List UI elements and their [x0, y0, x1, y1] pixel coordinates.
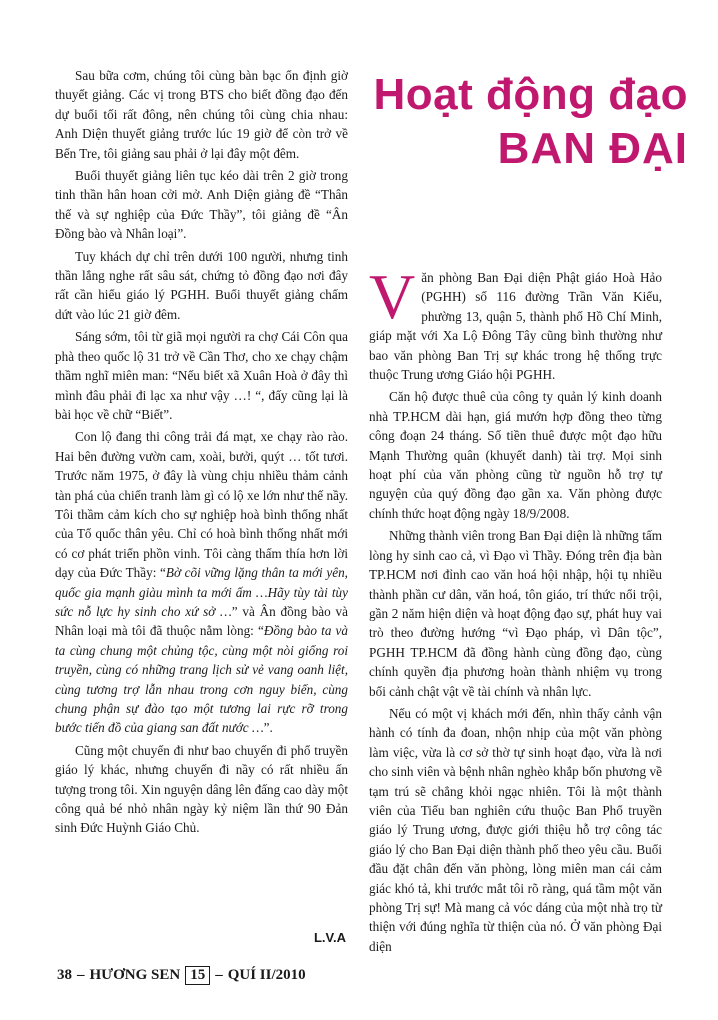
magazine-name: HƯƠNG SEN [89, 967, 181, 983]
text-run: ” và Ân đồng bào và Nhân loại mà tôi đã thuộc nằm lòng: “ [55, 603, 348, 639]
paragraph: Cũng một chuyến đi như bao chuyến đi phổ truyền giáo lý khác, nhưng chuyến đi nầy có rất nhiều ấn tượng trong tôi. Xin nguyện dâng lên đấng cao dày một công quả bé nhỏ nhân ngày kỷ niệm lần thứ 90 Đản sinh Đức Huỳnh Giáo Chủ. [55, 742, 348, 836]
text-run: Con lộ đang thi công trải đá mạt, xe chạy rào rào. Hai bên đường vườn cam, xoài, bưởi, quýt … tốt tươi. Trước năm 1975, ở đây là vùng chịu nhiều thảm cảnh tàn phá của chiến tranh làm gì có lộ xe lớn như thế nầy. Tôi thầm cảm kích cho sự nghiệp hoà bình thống nhất của Tổ quốc thân yêu. Chỉ có hoà bình thống nhất mới có cơ phát triển phồn vinh. Tôi càng thấm thía hơn lời dạy của Đức Thầy: “ [55, 429, 348, 581]
separator: – [215, 967, 223, 983]
separator: – [77, 967, 85, 983]
quarter-label: QUÍ II/2010 [227, 967, 306, 983]
paragraph: Những thành viên trong Ban Đại diện là những tấm lòng hy sinh cao cả, vì Đạo vì Thầy. Đóng trên địa bàn TP.HCM nơi đỉnh cao văn hoá hội nhập, hội tụ nhiều thành phần cư dân, văn hoá, tôn giáo, trí thức nổi trội, gần 2 năm hiện diện và hoạt động đạo sự, phát huy vai trò theo đường hướng “vì Đạo pháp, vì Dân tộc”, PGHH TP.HCM đã đồng hành cùng đồng đạo, cùng chính quyền địa phương hoàn thành nhiệm vụ trong bối cảnh chật vật về tài chính và nhân lực. [369, 528, 662, 699]
paragraph [55, 427, 348, 738]
paragraph [369, 261, 662, 384]
paragraph: Tuy khách dự chỉ trên dưới 100 người, nhưng tinh thần lắng nghe rất sâu sát, chứng tỏ đồng đạo nơi đây rất cần hiểu giáo lý PGHH. Buổi thuyết giảng chấm dứt vào lúc 21 giờ đêm. [55, 248, 348, 322]
paragraph: Sau bữa cơm, chúng tôi cùng bàn bạc ổn định giờ thuyết giảng. Các vị trong BTS cho biết đồng đạo đến dự buổi tối rất đông, nên chúng tôi cùng chia nhau: Anh Diện thuyết giảng trước lúc 19 giờ để còn trở về Bến Tre, tôi giảng sau phải ở lại đây một đêm. [55, 68, 348, 161]
quote: Đồng bào ta và ta cùng chung một chủng tộc, cùng một nòi giống roi truyền, cùng có những trang lịch sử vẻ vang oanh liệt, cùng tương trợ lẫn nhau trong cơn nguy biến, cùng chung phận sự đào tạo một tương lai rực rỡ trong bước tiến đồ của giang san đất nước … [55, 623, 348, 736]
page-number: 38 [57, 967, 72, 983]
text-run: ăn phòng Ban Đại diện Phật giáo Hoà Hảo (PGHH) số 116 đường Trần Văn Kiểu, phường 13, quận 5, thành phố Hồ Chí Minh, giáp mặt với Xa Lộ Đông Tây cũng bình thường như bao văn phòng Ban Trị sự khác trong hệ thống trực thuộc Trung ương Giáo hội PGHH. [369, 270, 662, 383]
paragraph: Buổi thuyết giảng liên tục kéo dài trên 2 giờ trong tinh thần hân hoan cởi mở. Anh Diện giảng đề “Thân thế và sự nghiệp của Đức Thầy”, tôi giảng đề “Ân Đồng bào và Nhân loại”. [55, 168, 348, 242]
paragraph: Căn hộ được thuê của công ty quản lý kinh doanh nhà TP.HCM dài hạn, giá mướn hợp đồng theo từng công đoạn 24 tháng. Số tiền thuê được một đạo hữu Mạnh Thường quân (khuyết danh) tài trợ. Mọi sinh hoạt phí của văn phòng cũng từ nguồn hỗ trợ tự nguyện của quý đồng đạo gần xa. Văn phòng được chính thức hoạt động ngày 18/9/2008. [369, 389, 662, 521]
title-line-2: BAN ĐẠI [497, 124, 688, 173]
paragraph: Nếu có một vị khách mới đến, nhìn thấy cảnh vận hành có tính đa đoan, nhộn nhịp của một văn phòng làm việc, vừa là cơ sở thờ tự sinh hoạt đạo, vừa là nơi cho sinh viên và bệnh nhân nghèo khắp bốn phương về tạm trú sẽ chẳng khỏi ngạc nhiên. Tôi là một thành viên của Tiểu ban nghiên cứu thuộc Ban Phổ truyền giáo lý Trung ương, được giới thiệu hỗ trợ công tác giáo lý cho Ban Đại diện thành phố theo yêu cầu. Buổi đầu đặt chân đến văn phòng, lòng miên man cái cảm giác khó tả, khi trước mắt tôi rõ ràng, quá tầm một văn phòng Trị sự! Mà mang cả vóc dáng của một nhà trọ từ thiện với đúng nghĩa từ thiện của nó. Ở văn phòng Đại diện [369, 705, 662, 954]
page-footer [57, 966, 306, 985]
article-title [374, 68, 688, 176]
quote: Bờ cõi vững lặng thân ta mới yên, quốc gia mạnh giàu mình ta mới ấm …Hãy tùy tài tùy sức nỗ lực hy sinh cho xứ sở … [55, 565, 348, 619]
title-line-1: Hoạt động đạo [373, 70, 688, 119]
issue-number: 15 [185, 966, 210, 985]
author-signature: L.V.A [313, 930, 346, 945]
right-column [369, 261, 662, 959]
drop-cap: V [369, 261, 416, 332]
text-run: ”. [263, 720, 273, 736]
paragraph: Sáng sớm, tôi từ giã mọi người ra chợ Cái Côn qua phà theo quốc lộ 31 trở về Cần Thơ, cho xe chạy chậm thầm nghĩ miên man: “Nếu biết xã Xuân Hoà ở đây thì mình đâu phải đi lạc xa như vậy …! “, đấy cũng lại là bài học về chữ “Biết”. [55, 329, 348, 422]
left-column [55, 66, 348, 841]
